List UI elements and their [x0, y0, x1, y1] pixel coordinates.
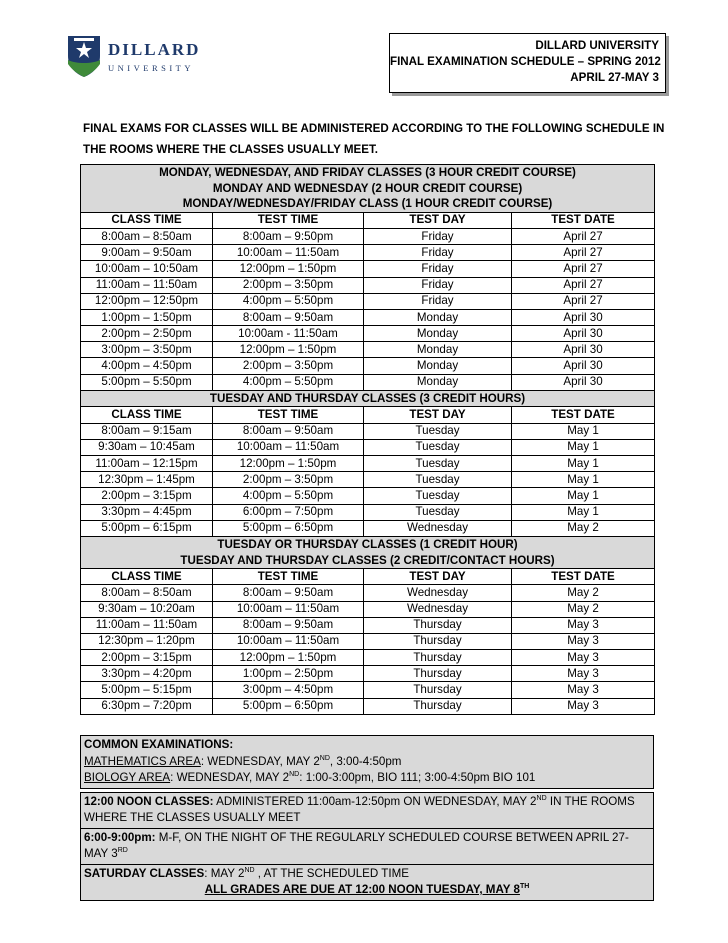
section-title-row	[81, 165, 655, 213]
table-row	[81, 682, 655, 698]
table-cell: Wednesday	[364, 585, 512, 601]
section-title: TUESDAY AND THURSDAY CLASSES (3 CREDIT HOURS)	[209, 391, 526, 405]
table-cell: Tuesday	[364, 472, 512, 488]
noon-classes-text: ADMINISTERED 11:00am-12:50pm ON WEDNESDAY, MAY 2	[213, 794, 537, 808]
math-area-time: , 3:00-4:50pm	[329, 754, 402, 768]
table-row	[81, 666, 655, 682]
table-cell: 6:30pm – 7:20pm	[81, 698, 213, 714]
table-cell: April 30	[512, 374, 655, 390]
evening-sup: RD	[117, 847, 128, 855]
table-cell: May 1	[512, 439, 655, 455]
noon-classes-rooms: IN THE ROOMS WHERE THE CLASSES USUALLY MEET	[84, 794, 635, 824]
table-cell: 10:00am – 11:50am	[213, 633, 364, 649]
table-cell: May 3	[512, 617, 655, 633]
table-row	[81, 456, 655, 472]
noon-sup: ND	[536, 794, 547, 802]
table-cell: Friday	[364, 228, 512, 244]
table-cell: Thursday	[364, 666, 512, 682]
section-title: TUESDAY AND THURSDAY CLASSES (2 CREDIT/CONTACT HOURS)	[180, 553, 555, 567]
section-title-row	[81, 536, 655, 568]
table-row	[81, 504, 655, 520]
grades-sup: TH	[519, 883, 530, 891]
table-row	[81, 488, 655, 504]
table-cell: May 1	[512, 504, 655, 520]
table-cell: 11:00am – 11:50am	[81, 277, 213, 293]
biology-sup: ND	[289, 771, 300, 779]
math-area-text: : WEDNESDAY, MAY 2	[200, 754, 320, 768]
table-cell: 5:00pm – 5:15pm	[81, 682, 213, 698]
table-cell: Thursday	[364, 617, 512, 633]
table-cell: 12:00pm – 1:50pm	[213, 342, 364, 358]
intro-paragraph: FINAL EXAMS FOR CLASSES WILL BE ADMINISTERED ACCORDING TO THE FOLLOWING SCHEDULE IN THE ROOMS WHERE THE CLASSES USUALLY MEET.	[83, 122, 665, 156]
table-cell: April 30	[512, 358, 655, 374]
column-header-row	[81, 569, 655, 585]
biology-area-text: : WEDNESDAY, MAY 2	[170, 771, 290, 784]
column-header: CLASS TIME	[81, 569, 213, 585]
table-cell: 2:00pm – 3:50pm	[213, 277, 364, 293]
table-cell: 12:00pm – 1:50pm	[213, 650, 364, 666]
table-cell: 5:00pm – 6:50pm	[213, 698, 364, 714]
table-cell: 3:00pm – 4:50pm	[213, 682, 364, 698]
table-cell: 12:00pm – 1:50pm	[213, 456, 364, 472]
evening-classes-row	[81, 828, 654, 864]
table-cell: May 3	[512, 650, 655, 666]
table-cell: 2:00pm – 2:50pm	[81, 326, 213, 342]
table-cell: 10:00am – 10:50am	[81, 261, 213, 277]
biology-area-time: : 1:00-3:00pm, BIO 111; 3:00-4:50pm BIO 101	[299, 771, 536, 784]
table-cell: 4:00pm – 5:50pm	[213, 293, 364, 309]
table-row	[81, 293, 655, 309]
table-cell: May 2	[512, 585, 655, 601]
table-row	[81, 326, 655, 342]
table-row	[81, 374, 655, 390]
table-cell: 3:00pm – 3:50pm	[81, 342, 213, 358]
common-exams-heading: COMMON EXAMINATIONS:	[84, 738, 234, 751]
noon-classes-label: 12:00 NOON CLASSES:	[84, 794, 214, 808]
column-header: TEST TIME	[213, 569, 364, 585]
table-cell: Friday	[364, 245, 512, 261]
biology-area-label: BIOLOGY AREA	[84, 771, 171, 784]
table-row	[81, 633, 655, 649]
table-cell: 3:30pm – 4:45pm	[81, 504, 213, 520]
table-cell: Monday	[364, 358, 512, 374]
table-cell: April 30	[512, 326, 655, 342]
table-cell: 10:00am – 11:50am	[213, 245, 364, 261]
saturday-sup: ND	[244, 866, 255, 874]
logo-subtitle: UNIVERSITY	[108, 63, 194, 73]
table-row	[81, 358, 655, 374]
evening-classes-label: 6:00-9:00pm:	[84, 830, 156, 844]
table-cell: Wednesday	[364, 601, 512, 617]
table-cell: 2:00pm – 3:50pm	[213, 358, 364, 374]
table-cell: April 27	[512, 228, 655, 244]
table-cell: 8:00am – 9:50am	[213, 617, 364, 633]
table-cell: Tuesday	[364, 456, 512, 472]
table-cell: May 3	[512, 633, 655, 649]
table-row	[81, 439, 655, 455]
table-cell: 6:00pm – 7:50pm	[213, 504, 364, 520]
table-cell: 4:00pm – 5:50pm	[213, 488, 364, 504]
table-cell: 12:30pm – 1:20pm	[81, 633, 213, 649]
table-cell: Monday	[364, 309, 512, 325]
table-cell: Friday	[364, 277, 512, 293]
table-cell: 5:00pm – 6:50pm	[213, 520, 364, 536]
table-cell: 9:30am – 10:20am	[81, 601, 213, 617]
table-cell: Friday	[364, 293, 512, 309]
table-cell: Wednesday	[364, 520, 512, 536]
section-title-row	[81, 390, 655, 407]
shield-crest-icon	[66, 34, 102, 78]
table-cell: 1:00pm – 2:50pm	[213, 666, 364, 682]
table-cell: 10:00am – 11:50am	[213, 601, 364, 617]
table-cell: April 27	[512, 245, 655, 261]
table-row	[81, 520, 655, 536]
column-header: TEST DAY	[364, 407, 512, 423]
table-cell: 8:00am – 9:50am	[213, 423, 364, 439]
table-cell: Monday	[364, 374, 512, 390]
table-cell: Thursday	[364, 633, 512, 649]
table-cell: 2:00pm – 3:15pm	[81, 650, 213, 666]
table-cell: 9:00am – 9:50am	[81, 245, 213, 261]
table-cell: 12:00pm – 1:50pm	[213, 261, 364, 277]
column-header: TEST DATE	[512, 407, 655, 423]
table-row	[81, 245, 655, 261]
table-cell: April 30	[512, 342, 655, 358]
exam-schedule-table	[80, 164, 655, 715]
header-dates: APRIL 27-MAY 3	[570, 71, 659, 84]
section-title: MONDAY, WEDNESDAY, AND FRIDAY CLASSES (3 HOUR CREDIT COURSE)	[159, 166, 576, 179]
table-row	[81, 650, 655, 666]
table-cell: Tuesday	[364, 504, 512, 520]
column-header: TEST DATE	[512, 569, 655, 585]
table-cell: April 27	[512, 293, 655, 309]
table-cell: 8:00am – 8:50am	[81, 585, 213, 601]
table-cell: 8:00am – 9:50am	[213, 585, 364, 601]
column-header: TEST DAY	[364, 569, 512, 585]
column-header: CLASS TIME	[81, 407, 213, 423]
table-cell: 2:00pm – 3:15pm	[81, 488, 213, 504]
column-header: CLASS TIME	[81, 212, 213, 228]
section-title: MONDAY/WEDNESDAY/FRIDAY CLASS (1 HOUR CREDIT COURSE)	[182, 197, 553, 211]
table-cell: 11:00am – 12:15pm	[81, 456, 213, 472]
table-cell: 9:30am – 10:45am	[81, 439, 213, 455]
table-cell: May 1	[512, 488, 655, 504]
table-cell: Thursday	[364, 650, 512, 666]
table-cell: Tuesday	[364, 423, 512, 439]
table-cell: May 3	[512, 698, 655, 714]
table-cell: 3:30pm – 4:20pm	[81, 666, 213, 682]
table-cell: 1:00pm – 1:50pm	[81, 309, 213, 325]
table-cell: May 3	[512, 682, 655, 698]
grades-due-text: ALL GRADES ARE DUE AT 12:00 NOON TUESDAY, MAY 8	[204, 883, 520, 896]
table-cell: 12:00pm – 12:50pm	[81, 293, 213, 309]
header-university: DILLARD UNIVERSITY	[535, 39, 659, 52]
table-cell: May 2	[512, 601, 655, 617]
table-cell: 5:00pm – 6:15pm	[81, 520, 213, 536]
math-area-label: MATHEMATICS AREA	[84, 754, 201, 768]
table-cell: Friday	[364, 261, 512, 277]
logo-name: DILLARD	[108, 40, 201, 59]
table-cell: May 3	[512, 666, 655, 682]
table-row	[81, 585, 655, 601]
table-cell: April 30	[512, 309, 655, 325]
column-header: TEST DATE	[512, 212, 655, 228]
saturday-classes-row	[81, 864, 654, 900]
table-cell: 5:00pm – 5:50pm	[81, 374, 213, 390]
table-cell: Monday	[364, 326, 512, 342]
table-cell: 8:00am – 8:50am	[81, 228, 213, 244]
section-title: MONDAY AND WEDNESDAY (2 HOUR CREDIT COURSE)	[212, 181, 523, 195]
saturday-classes-label: SATURDAY CLASSES	[84, 866, 205, 880]
table-cell: 4:00pm – 4:50pm	[81, 358, 213, 374]
table-cell: April 27	[512, 261, 655, 277]
table-cell: 10:00am – 11:50am	[213, 439, 364, 455]
table-row	[81, 342, 655, 358]
noon-classes-row	[81, 792, 654, 828]
table-row	[81, 261, 655, 277]
column-header-row	[81, 407, 655, 423]
table-row	[81, 423, 655, 439]
evening-classes-text: M-F, ON THE NIGHT OF THE REGULARLY SCHEDULED COURSE BETWEEN APRIL 27-MAY 3	[84, 830, 629, 860]
document-header	[389, 33, 666, 93]
saturday-classes-time: , AT THE SCHEDULED TIME	[254, 866, 409, 880]
table-cell: May 1	[512, 423, 655, 439]
table-cell: April 27	[512, 277, 655, 293]
column-header: TEST TIME	[213, 212, 364, 228]
column-header-row	[81, 212, 655, 228]
table-row	[81, 601, 655, 617]
table-cell: 11:00am – 11:50am	[81, 617, 213, 633]
table-row	[81, 472, 655, 488]
table-cell: May 1	[512, 456, 655, 472]
saturday-classes-text: : MAY 2	[204, 866, 245, 880]
table-cell: 8:00am – 9:15am	[81, 423, 213, 439]
table-cell: Tuesday	[364, 488, 512, 504]
table-cell: May 1	[512, 472, 655, 488]
math-sup: ND	[319, 754, 330, 762]
table-row	[81, 228, 655, 244]
table-cell: Thursday	[364, 698, 512, 714]
table-row	[81, 698, 655, 714]
table-cell: 8:00am – 9:50am	[213, 309, 364, 325]
university-logo	[60, 32, 200, 82]
column-header: TEST DAY	[364, 212, 512, 228]
table-cell: 2:00pm – 3:50pm	[213, 472, 364, 488]
grades-due-line	[84, 882, 650, 899]
header-schedule-title: FINAL EXAMINATION SCHEDULE – SPRING 2012	[390, 55, 661, 68]
column-header: TEST TIME	[213, 407, 364, 423]
notes-table	[80, 735, 654, 901]
common-exams-row	[81, 736, 654, 789]
table-cell: 4:00pm – 5:50pm	[213, 374, 364, 390]
table-cell: May 2	[512, 520, 655, 536]
table-row	[81, 277, 655, 293]
section-title: TUESDAY OR THURSDAY CLASSES (1 CREDIT HOUR)	[217, 537, 518, 551]
table-cell: Thursday	[364, 682, 512, 698]
table-cell: Tuesday	[364, 439, 512, 455]
table-cell: Monday	[364, 342, 512, 358]
table-row	[81, 309, 655, 325]
table-cell: 10:00am - 11:50am	[213, 326, 364, 342]
table-cell: 12:30pm – 1:45pm	[81, 472, 213, 488]
table-cell: 8:00am – 9:50pm	[213, 228, 364, 244]
table-row	[81, 617, 655, 633]
